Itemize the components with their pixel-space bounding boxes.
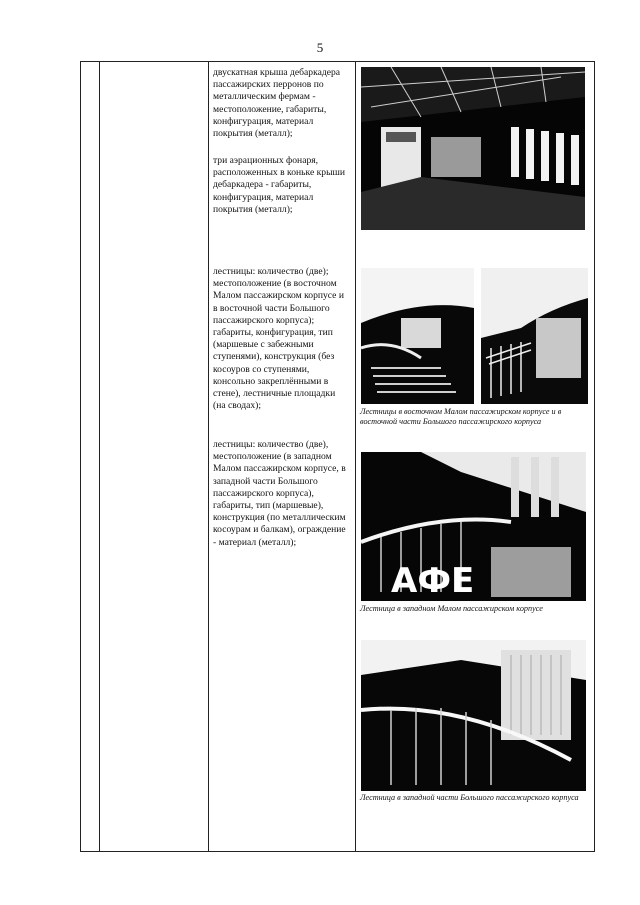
caption-stairs-west-small: Лестница в западном Малом пассажирском корпусе <box>360 604 543 613</box>
photo-stairs-west-main <box>361 640 586 791</box>
sign-lettering-decor: АФЕ <box>391 561 475 601</box>
text-aeration-lanterns: три аэрационных фонаря, расположенных в коньке крыши дебаркадера - габариты, конфигурация, материал покрытия (металл); <box>213 155 346 215</box>
photo-stairs-west-small <box>361 452 586 601</box>
caption-stairs-west-main: Лестница в западной части Большого пассажирского корпуса <box>360 793 579 802</box>
column-divider-1 <box>99 62 100 851</box>
page-number: 5 <box>316 40 324 55</box>
column-divider-3 <box>355 62 356 851</box>
text-roof: двускатная крыша дебаркадера пассажирских перронов по металлическим фермам - местоположение, габариты, конфигурация, материал покрытия (металл); <box>213 67 341 140</box>
column-divider-2 <box>208 62 209 851</box>
text-stairs-west: лестницы: количество (две), местоположение (в западном Малом пассажирском корпусе, в западной части Большого пассажирского корпуса), габариты, тип (маршевые), конструкция (по металлическим косоурам и балкам), ограждение - материал (металл); <box>213 439 346 548</box>
photo-stairs-east-small <box>361 268 474 404</box>
photo-roof-interior <box>361 67 585 230</box>
photo-stairs-east-main <box>481 268 588 404</box>
caption-stairs-east: Лестницы в восточном Малом пассажирском корпусе и в восточной части Большого пассажирского корпуса <box>360 407 562 426</box>
text-stairs-east: лестницы: количество (две); местоположение (в восточном Малом пассажирском корпусе и в восточной части Большого пассажирского корпуса); габариты, конфигурация, тип (маршевые с забежными ступенями), конструкция (без косоуров со ступенями, консольно закреплёнными в стене), лестничные площадки (на сводах); <box>213 266 344 412</box>
